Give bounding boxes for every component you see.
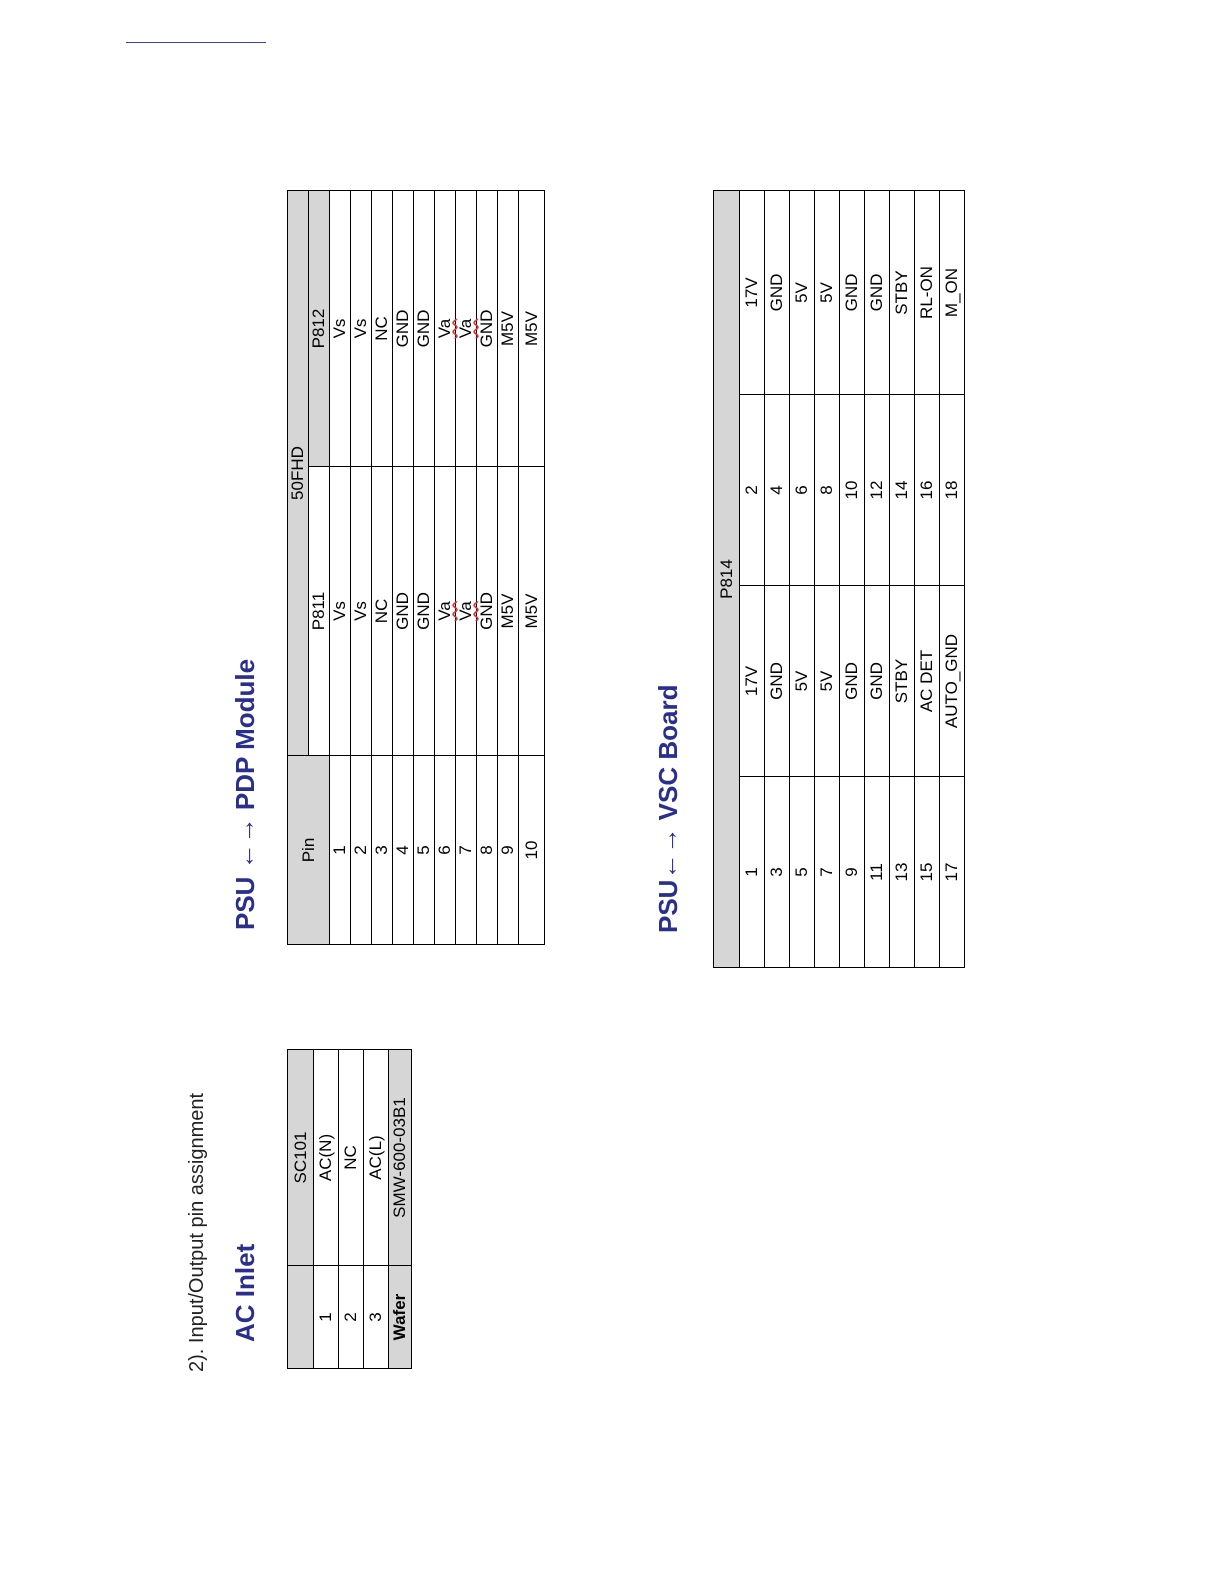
table-cell: STBY (890, 191, 915, 395)
table-cell: 1 (330, 756, 351, 945)
table-cell: GND (393, 467, 414, 756)
pdp-module-table (287, 190, 545, 945)
table-cell: 5V (815, 586, 840, 777)
table-cell: GND (414, 467, 435, 756)
table-row (940, 191, 965, 968)
table-cell: NC (339, 1050, 364, 1266)
table-cell: 4 (393, 756, 414, 945)
table-row (915, 191, 940, 968)
table-row (351, 191, 372, 945)
table-row (840, 191, 865, 968)
table-cell: Vs (330, 467, 351, 756)
table-cell: GND (393, 191, 414, 467)
table-header-cell: P814 (714, 191, 740, 968)
table-cell: Wafer (389, 1266, 412, 1369)
table-cell: 6 (435, 756, 456, 945)
table-cell: GND (840, 586, 865, 777)
table-cell: 8 (477, 756, 498, 945)
table-cell: 7 (456, 756, 477, 945)
table-cell: Va (435, 191, 456, 467)
table-cell: AC(N) (314, 1050, 339, 1266)
table-cell: NC (372, 467, 393, 756)
table-cell: GND (865, 586, 890, 777)
table-cell: 18 (940, 395, 965, 586)
table-cell: GND (765, 586, 790, 777)
table-cell: Va (456, 191, 477, 467)
table-cell: 2 (351, 756, 372, 945)
table-cell: 8 (815, 395, 840, 586)
vsc-board-table (713, 190, 965, 968)
table-row (865, 191, 890, 968)
table-cell: 1 (740, 777, 765, 968)
table-row (389, 1050, 412, 1369)
table-row (314, 1050, 339, 1369)
table-row (740, 191, 765, 968)
table-cell: 3 (364, 1266, 389, 1369)
pin-header-cell: Pin (288, 756, 330, 945)
col-header-cell: P811 (309, 467, 330, 756)
table-row (364, 1050, 389, 1369)
table-cell: M_ON (940, 191, 965, 395)
section-heading: 2). Input/Output pin assignment (186, 1092, 208, 1372)
table-row (498, 191, 519, 945)
table-cell: 11 (865, 777, 890, 968)
pdp-module-title: PSU ←→ PDP Module (230, 658, 260, 930)
table-row (330, 191, 351, 945)
table-row (435, 191, 456, 945)
table-cell: RL-ON (915, 191, 940, 395)
table-cell: 17V (740, 586, 765, 777)
table-cell: 15 (915, 777, 940, 968)
table-cell: GND (414, 191, 435, 467)
table-cell: AUTO_GND (940, 586, 965, 777)
table-cell: Vs (351, 467, 372, 756)
table-cell: Va (456, 467, 477, 756)
table-cell: GND (865, 191, 890, 395)
table-cell: Vs (351, 191, 372, 467)
table-cell: NC (372, 191, 393, 467)
table-cell: 12 (865, 395, 890, 586)
table-row (372, 191, 393, 945)
table-row (890, 191, 915, 968)
table-cell: 7 (815, 777, 840, 968)
table-row (414, 191, 435, 945)
table-cell: 4 (765, 395, 790, 586)
table-cell: 16 (915, 395, 940, 586)
table-row (714, 191, 740, 968)
table-cell: 13 (890, 777, 915, 968)
table-cell: 3 (765, 777, 790, 968)
ac-inlet-table (287, 1049, 412, 1369)
table-cell: 9 (498, 756, 519, 945)
table-cell: Va (435, 467, 456, 756)
table-row (519, 191, 545, 945)
table-cell: 17V (740, 191, 765, 395)
table-cell: Vs (330, 191, 351, 467)
table-cell: 10 (519, 756, 545, 945)
vsc-board-title: PSU←→ VSC Board (653, 684, 683, 933)
table-row (790, 191, 815, 968)
table-cell: M5V (498, 191, 519, 467)
table-header-cell: SC101 (288, 1050, 314, 1266)
table-cell: 5 (790, 777, 815, 968)
table-header-cell (288, 1266, 314, 1369)
table-row (288, 1050, 314, 1369)
table-cell: 2 (339, 1266, 364, 1369)
table-cell: M5V (519, 191, 545, 467)
table-cell: 5V (815, 191, 840, 395)
table-cell: GND (477, 467, 498, 756)
footnote-divider (126, 42, 266, 43)
table-row (765, 191, 790, 968)
table-cell: AC DET (915, 586, 940, 777)
table-cell: 6 (790, 395, 815, 586)
table-row (339, 1050, 364, 1369)
table-cell: 5 (414, 756, 435, 945)
table-cell: 17 (940, 777, 965, 968)
table-row (815, 191, 840, 968)
ac-inlet-title: AC Inlet (230, 1243, 260, 1342)
col-header-cell: P812 (309, 191, 330, 467)
table-cell: M5V (519, 467, 545, 756)
table-row (456, 191, 477, 945)
table-cell: 5V (790, 191, 815, 395)
table-row (288, 191, 309, 945)
table-cell: SMW-600-03B1 (389, 1050, 412, 1266)
table-cell: 3 (372, 756, 393, 945)
table-row (477, 191, 498, 945)
table-cell: M5V (498, 467, 519, 756)
group-header-cell: 50FHD (288, 191, 309, 756)
table-cell: GND (840, 191, 865, 395)
table-cell: 9 (840, 777, 865, 968)
table-row (393, 191, 414, 945)
table-cell: 5V (790, 586, 815, 777)
table-cell: 14 (890, 395, 915, 586)
table-cell: 1 (314, 1266, 339, 1369)
table-cell: AC(L) (364, 1050, 389, 1266)
table-cell: GND (477, 191, 498, 467)
table-cell: GND (765, 191, 790, 395)
table-cell: STBY (890, 586, 915, 777)
table-cell: 10 (840, 395, 865, 586)
table-cell: 2 (740, 395, 765, 586)
